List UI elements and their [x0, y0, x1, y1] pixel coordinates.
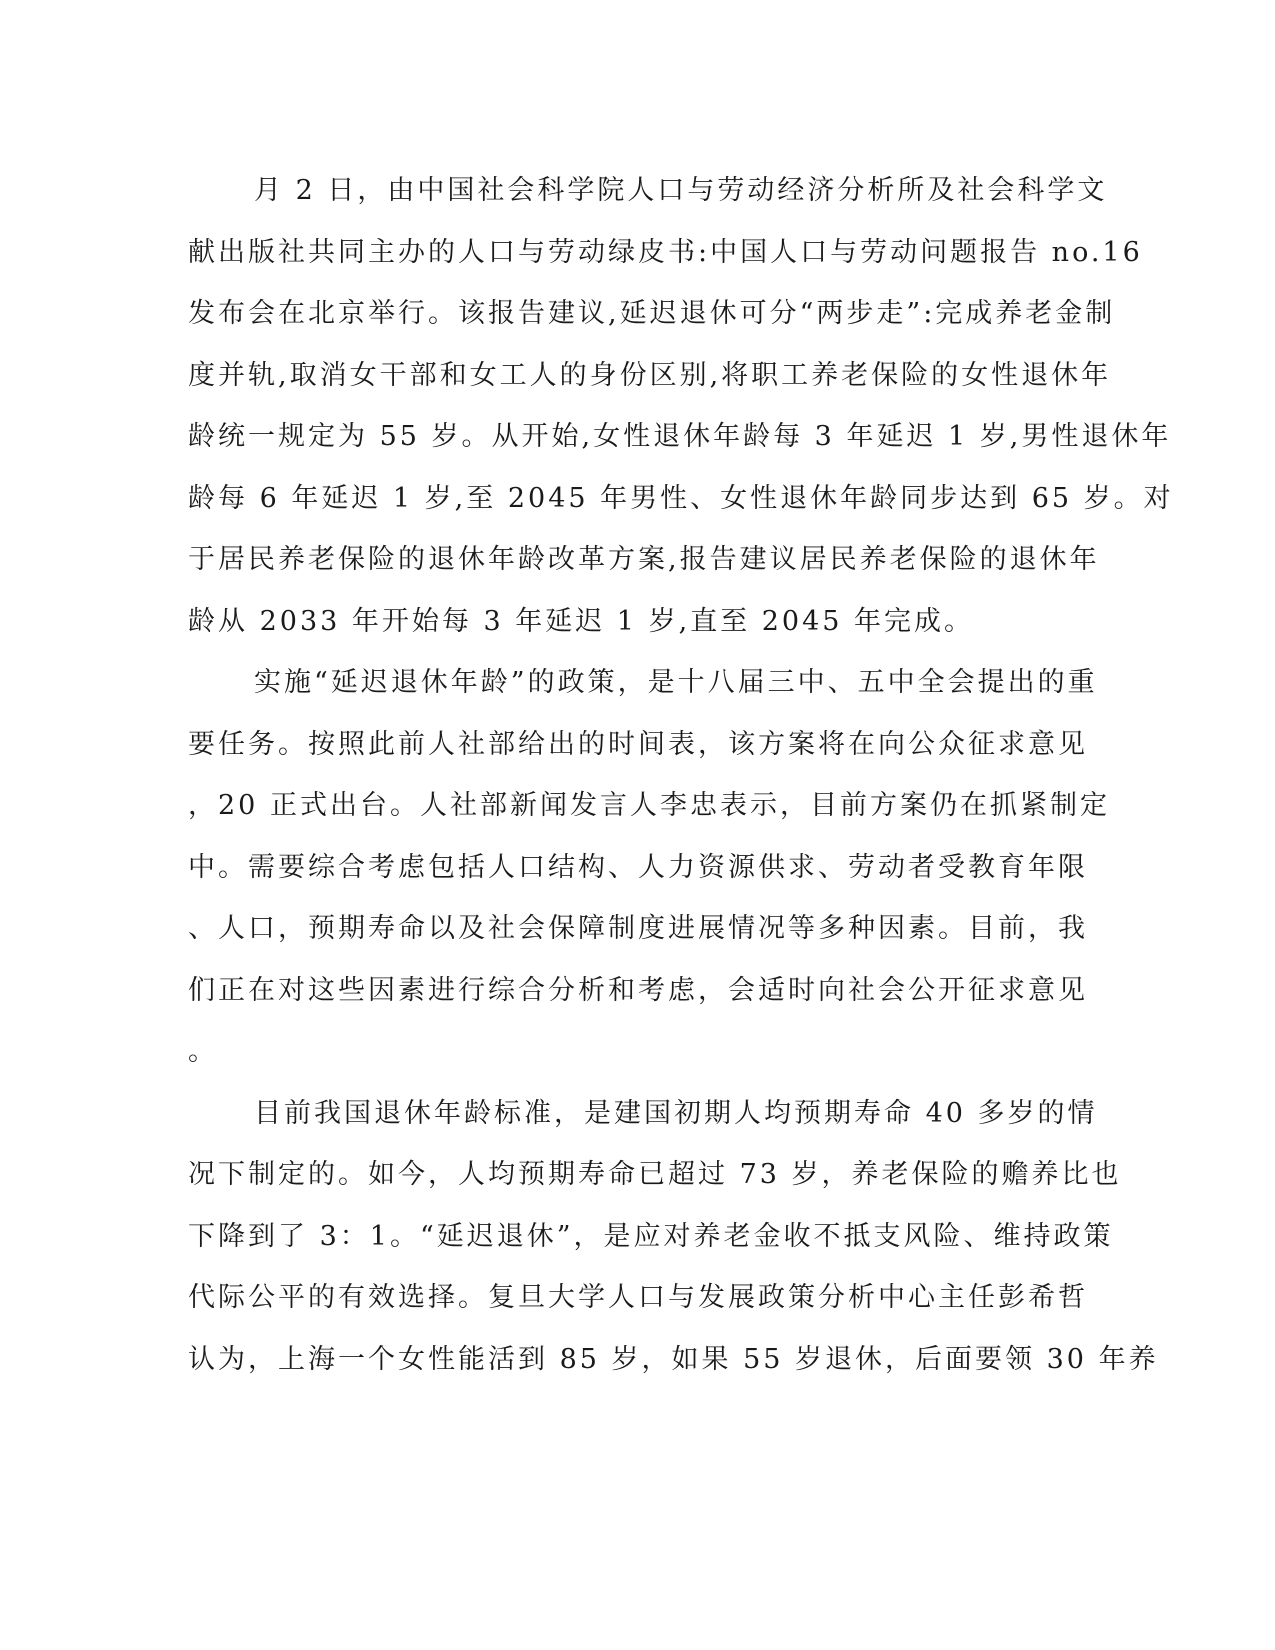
text-line: 龄统一规定为 55 岁。从开始,女性退休年龄每 3 年延迟 1 岁,男性退休年 [188, 421, 1172, 452]
text-line: 况下制定的。如今，人均预期寿命已超过 73 岁，养老保险的赡养比也 [188, 1159, 1122, 1190]
text-line: 龄从 2033 年开始每 3 年延迟 1 岁,直至 2045 年完成。 [188, 605, 975, 637]
text-line: 代际公平的有效选择。复旦大学人口与发展政策分析中心主任彭希哲 [188, 1282, 1088, 1313]
text-line: 要任务。按照此前人社部给出的时间表，该方案将在向公众征求意见 [188, 728, 1088, 760]
text-line: 发布会在北京举行。该报告建议,延迟退休可分“两步走”:完成养老金制 [188, 298, 1116, 329]
text-line: 月 2 日，由中国社会科学院人口与劳动经济分析所及社会科学文 [254, 175, 1108, 206]
text-line: 。 [188, 1036, 218, 1067]
text-line: 认为，上海一个女性能活到 85 岁，如果 55 岁退休，后面要领 30 年养 [188, 1343, 1159, 1375]
text-line: 实施“延迟退休年龄”的政策，是十八届三中、五中全会提出的重 [254, 667, 1098, 698]
text-line: 目前我国退休年龄标准，是建国初期人均预期寿命 40 多岁的情 [254, 1097, 1098, 1129]
body-text [188, 160, 1174, 1390]
text-line: 中。需要综合考虑包括人口结构、人力资源供求、劳动者受教育年限 [188, 851, 1088, 883]
text-line: 于居民养老保险的退休年龄改革方案,报告建议居民养老保险的退休年 [188, 544, 1100, 575]
text-line: 、人口，预期寿命以及社会保障制度进展情况等多种因素。目前，我 [188, 913, 1088, 944]
text-line: 龄每 6 年延迟 1 岁,至 2045 年男性、女性退休年龄同步达到 65 岁。对 [188, 482, 1174, 514]
text-line: 度并轨,取消女干部和女工人的身份区别,将职工养老保险的女性退休年 [188, 359, 1112, 391]
paragraph-3 [188, 1083, 1159, 1391]
text-line: 献出版社共同主办的人口与劳动绿皮书:中国人口与劳动问题报告 no.16 [188, 236, 1143, 268]
text-line: ，20 正式出台。人社部新闻发言人李忠表示，目前方案仍在抓紧制定 [188, 790, 1110, 821]
paragraph-1 [188, 160, 1174, 652]
paragraph-2 [188, 652, 1110, 1083]
text-line: 下降到了 3：1。“延迟退休”，是应对养老金收不抵支风险、维持政策 [188, 1220, 1114, 1252]
text-line: 们正在对这些因素进行综合分析和考虑，会适时向社会公开征求意见 [188, 974, 1088, 1006]
